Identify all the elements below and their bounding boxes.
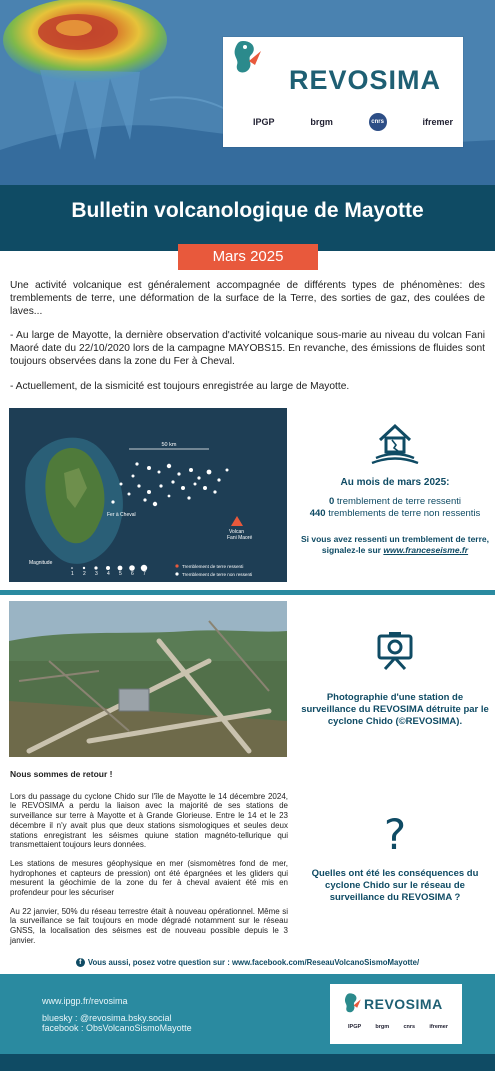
bottom-band bbox=[0, 1054, 495, 1071]
intro-paragraph: - Au large de Mayotte, la dernière observation d'activité volcanique sous-marie au niveau du volcan Fani Maoré date du 22/10/2020 lors de la campagne MAYOBS15. En revanche, des émissions de fluides sont toujours observées dans la zone du Fer à Cheval. bbox=[10, 330, 485, 367]
partner-ipgp: IPGP bbox=[253, 117, 275, 127]
felt-text: tremblement de terre ressenti bbox=[334, 496, 462, 507]
story-heading: Nous sommes de retour ! bbox=[10, 769, 113, 779]
scale-label: 50 km bbox=[161, 442, 177, 448]
svg-text:6: 6 bbox=[131, 571, 134, 577]
unfelt-text: tremblements de terre non ressentis bbox=[325, 508, 481, 519]
partner-brgm: brgm bbox=[375, 1024, 390, 1030]
intro-text bbox=[10, 280, 485, 406]
seismic-stats bbox=[300, 414, 490, 555]
story-paragraph: Au 22 janvier, 50% du réseau terrestre était à nouveau opérationnel. Même si la surveillance se fait toujours en mode dégradé notamment sur le réseau GNSS, la localisation des séismes est de nouveau possible depuis le 3 janvier. bbox=[10, 906, 288, 945]
facebook-question-line bbox=[0, 958, 495, 967]
photo-image bbox=[9, 601, 287, 757]
svg-text:7: 7 bbox=[143, 571, 146, 577]
report-note-text: Si vous avez ressenti un tremblement de terre, signalez-le sur bbox=[300, 534, 489, 555]
unfelt-count: 440 bbox=[309, 508, 326, 519]
camera-station-icon bbox=[377, 632, 413, 670]
svg-text:3: 3 bbox=[95, 571, 98, 577]
franceseisme-link[interactable]: www.franceseisme.fr bbox=[383, 544, 469, 555]
return-story bbox=[10, 770, 288, 955]
felt-count: 0 bbox=[328, 496, 335, 507]
intro-paragraph: - Actuellement, de la sismicité est toujours enregistrée au large de Mayotte. bbox=[10, 380, 350, 392]
question-text: Quelles ont été les conséquences du cyclone Chido sur le réseau de surveillance du REVOSIMA ? bbox=[311, 868, 479, 903]
photo-caption: Photographie d'une station de surveillance du REVOSIMA détruite par le cyclone Chido (©REVOSIMA). bbox=[301, 692, 489, 727]
title-band bbox=[0, 185, 495, 241]
partner-brgm: brgm bbox=[310, 117, 333, 127]
hero-banner bbox=[0, 0, 495, 185]
seahorse-logo-icon bbox=[338, 990, 362, 1016]
partner-ipgp: IPGP bbox=[348, 1024, 362, 1030]
felt-count-line bbox=[300, 496, 490, 508]
bluesky-link[interactable]: bluesky : @revosima.bsky.social bbox=[42, 1012, 172, 1023]
footer-links bbox=[42, 996, 192, 1034]
facebook-icon: f bbox=[76, 958, 85, 967]
partner-ifremer: ifremer bbox=[429, 1024, 448, 1030]
place-fer-a-cheval: Fer à Cheval bbox=[107, 512, 136, 518]
revosima-logo-card bbox=[223, 37, 463, 147]
legend-felt-dot bbox=[175, 564, 178, 567]
story-paragraph: Les stations de mesures géophysique en mer (sismomètres fond de mer, hydrophones et capteurs de pression) ont été épargnées et les gliders qui mesurent la géochimie de la zone du fer à cheval avaient été mis en profendeur pour les sécuriser bbox=[10, 858, 288, 898]
section-divider bbox=[0, 590, 495, 595]
partner-logos bbox=[253, 113, 453, 131]
legend-unfelt: Tremblement de terre non ressenti bbox=[182, 572, 253, 577]
legend-felt: Tremblement de terre ressenti bbox=[182, 564, 244, 569]
facebook-question-text[interactable]: Vous aussi, posez votre question sur : www.facebook.com/ReseauVolcanoSismoMayotte/ bbox=[87, 958, 420, 967]
magnitude-label: Magnitude bbox=[29, 560, 53, 566]
story-paragraph: Lors du passage du cyclone Chido sur l'île de Mayotte le 14 décembre 2024, le REVOSIMA a perdu la liaison avec la majorité de ses stations de surveillance sur terre à Mayotte et à Grande Glorieuse. Entre le 14 et le 23 décembre il n'y avait plus que deux stations sismologiques et seules deux stations enregistrant les séismes quiune station magnéto-tellurique qui transmettaient toujours leurs données. bbox=[10, 791, 288, 850]
seismicity-map bbox=[9, 408, 287, 582]
question-block bbox=[300, 810, 490, 904]
photo-caption-block bbox=[300, 632, 490, 728]
svg-text:2: 2 bbox=[83, 571, 86, 577]
bulletin-title: Bulletin volcanologique de Mayotte bbox=[71, 199, 424, 222]
footer-logo-card bbox=[330, 984, 462, 1044]
map-image bbox=[9, 408, 287, 582]
partner-cnrs: cnrs bbox=[403, 1024, 416, 1030]
month-badge: Mars 2025 bbox=[178, 244, 318, 270]
svg-text:5: 5 bbox=[119, 571, 122, 577]
house-earthquake-icon bbox=[370, 414, 420, 464]
revosima-logo-text: REVOSIMA bbox=[289, 65, 442, 95]
intro-paragraph: Une activité volcanique est généralement accompagnée de différents types de phénomènes: des tremblements de terre, une déformation de la surface de la Terre, des sorties de gaz, des coulées de laves... bbox=[10, 280, 485, 317]
footer-logo-text: REVOSIMA bbox=[364, 996, 443, 1012]
footer-partner-logos bbox=[348, 1024, 448, 1030]
question-mark-icon: ? bbox=[383, 810, 407, 859]
partner-ifremer: ifremer bbox=[422, 117, 453, 127]
place-volcan: Volcan Fani Maoré bbox=[227, 529, 253, 541]
svg-text:4: 4 bbox=[107, 571, 110, 577]
destroyed-station-photo bbox=[9, 601, 287, 757]
unfelt-count-line bbox=[300, 508, 490, 520]
seahorse-logo-icon bbox=[223, 37, 263, 77]
website-link[interactable]: www.ipgp.fr/revosima bbox=[42, 996, 128, 1006]
legend-unfelt-dot bbox=[175, 572, 178, 575]
station-enclosure bbox=[119, 689, 149, 711]
facebook-link[interactable]: facebook : ObsVolcanoSismoMayotte bbox=[42, 1023, 192, 1033]
partner-cnrs: cnrs bbox=[369, 113, 387, 131]
report-note bbox=[300, 534, 490, 555]
stats-month-label: Au mois de mars 2025: bbox=[340, 477, 450, 488]
footer bbox=[0, 974, 495, 1054]
svg-text:1: 1 bbox=[71, 571, 74, 577]
